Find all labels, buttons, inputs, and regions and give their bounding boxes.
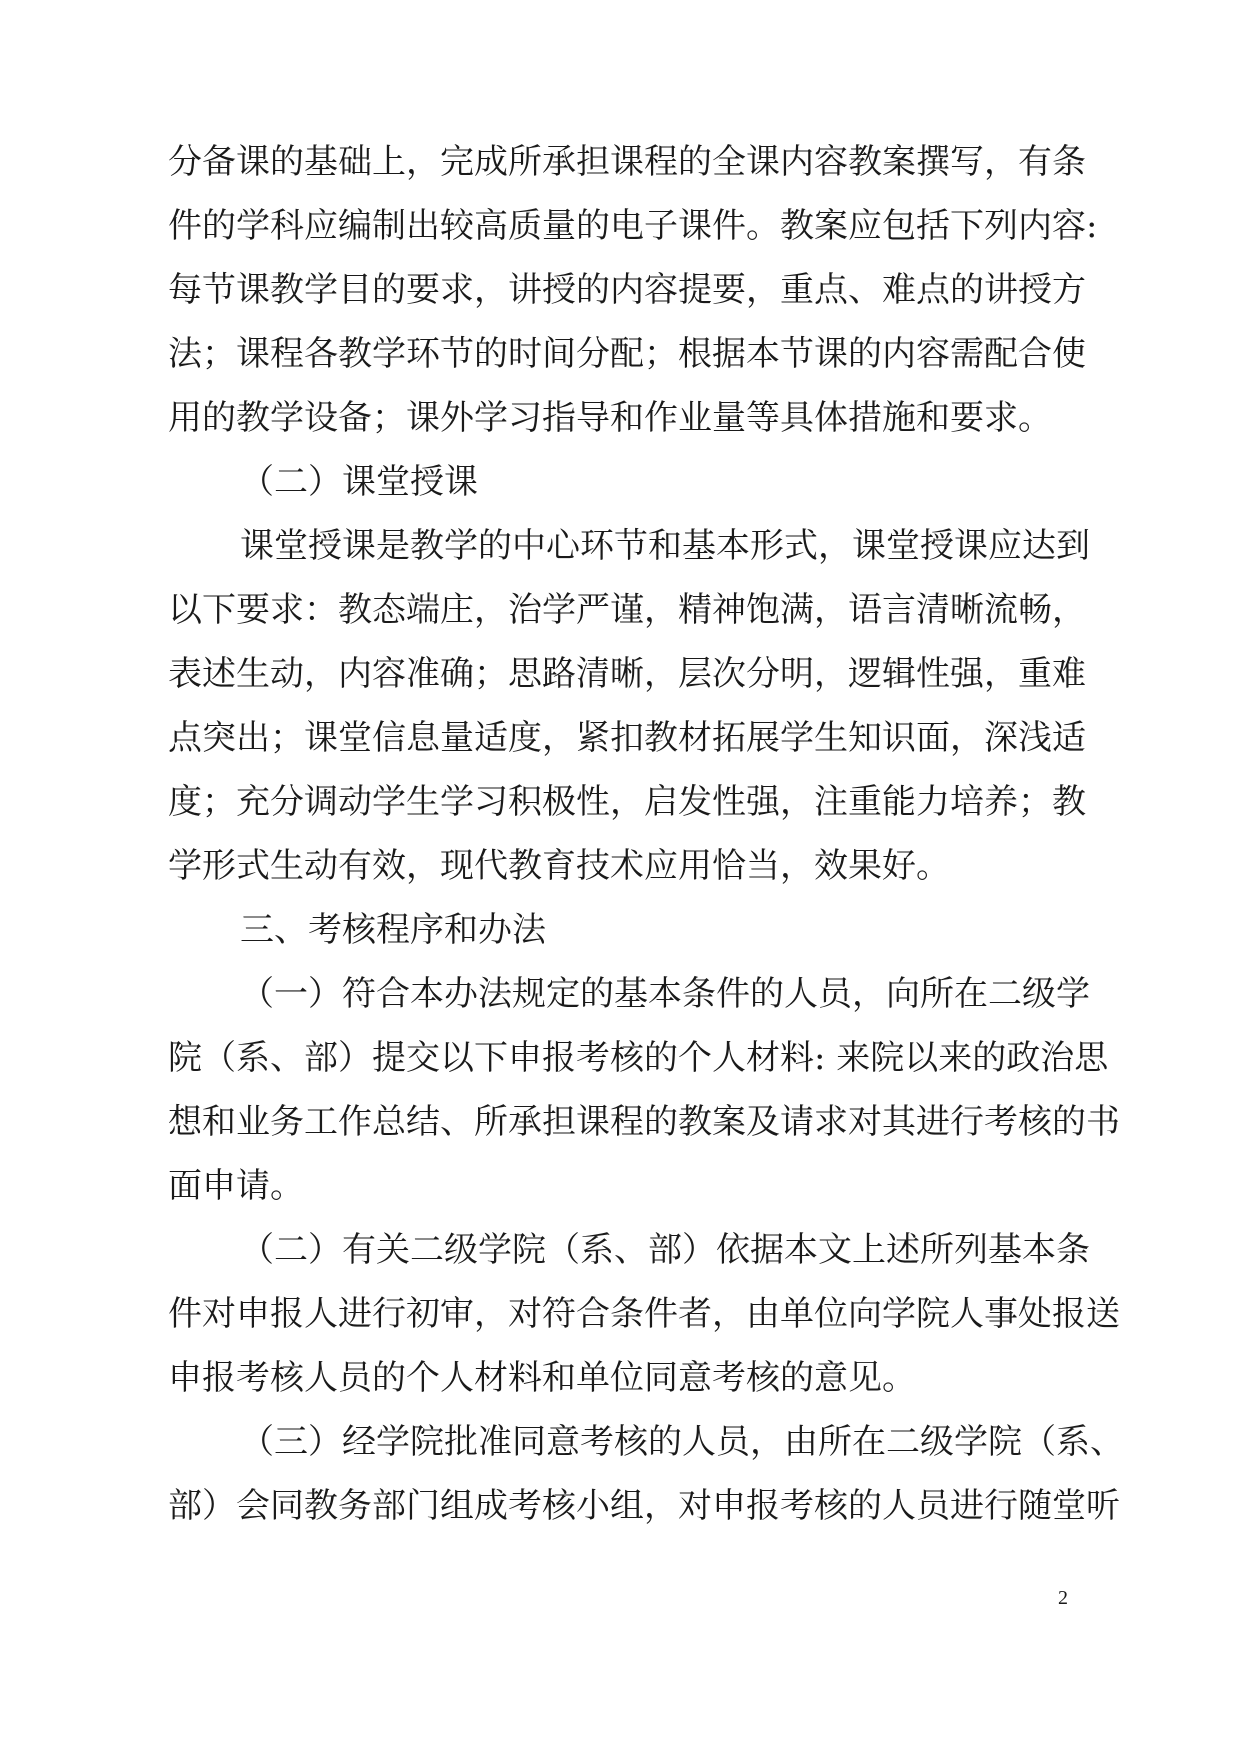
section-heading: 三、考核程序和办法 xyxy=(240,910,546,950)
section-heading: （二）课堂授课 xyxy=(240,462,478,502)
paragraph-line: 想和业务工作总结、所承担课程的教案及请求对其进行考核的书 xyxy=(168,1102,1120,1142)
paragraph-line: 表述生动，内容准确；思路清晰，层次分明，逻辑性强，重难 xyxy=(168,654,1086,694)
paragraph-line: 以下要求：教态端庄，治学严谨，精神饱满，语言清晰流畅， xyxy=(168,590,1086,630)
page-number: 2 xyxy=(1058,1587,1068,1609)
paragraph-line: （一）符合本办法规定的基本条件的人员，向所在二级学 xyxy=(240,974,1090,1014)
paragraph-line: 每节课教学目的要求，讲授的内容提要，重点、难点的讲授方 xyxy=(168,270,1086,310)
paragraph-line: 面申请。 xyxy=(168,1166,304,1206)
paragraph-line: 院（系、部）提交以下申报考核的个人材料: 来院以来的政治思 xyxy=(168,1038,1109,1078)
paragraph-line: 件的学科应编制出较高质量的电子课件。教案应包括下列内容: xyxy=(168,206,1098,246)
paragraph-line: 课堂授课是教学的中心环节和基本形式，课堂授课应达到 xyxy=(240,526,1090,566)
paragraph-line: 部）会同教务部门组成考核小组，对申报考核的人员进行随堂听 xyxy=(168,1486,1120,1526)
paragraph-line: 件对申报人进行初审，对符合条件者，由单位向学院人事处报送 xyxy=(168,1294,1120,1334)
paragraph-line: （三）经学院批准同意考核的人员，由所在二级学院（系、 xyxy=(240,1422,1124,1462)
paragraph-line: 用的教学设备；课外学习指导和作业量等具体措施和要求。 xyxy=(168,398,1052,438)
paragraph-line: 学形式生动有效，现代教育技术应用恰当，效果好。 xyxy=(168,846,950,886)
paragraph-line: 分备课的基础上，完成所承担课程的全课内容教案撰写，有条 xyxy=(168,142,1086,182)
paragraph-line: 申报考核人员的个人材料和单位同意考核的意见。 xyxy=(168,1358,916,1398)
paragraph-line: 点突出；课堂信息量适度，紧扣教材拓展学生知识面，深浅适 xyxy=(168,718,1086,758)
paragraph-line: （二）有关二级学院（系、部）依据本文上述所列基本条 xyxy=(240,1230,1090,1270)
paragraph-line: 度；充分调动学生学习积极性，启发性强，注重能力培养；教 xyxy=(168,782,1086,822)
paragraph-line: 法；课程各教学环节的时间分配；根据本节课的内容需配合使 xyxy=(168,334,1086,374)
